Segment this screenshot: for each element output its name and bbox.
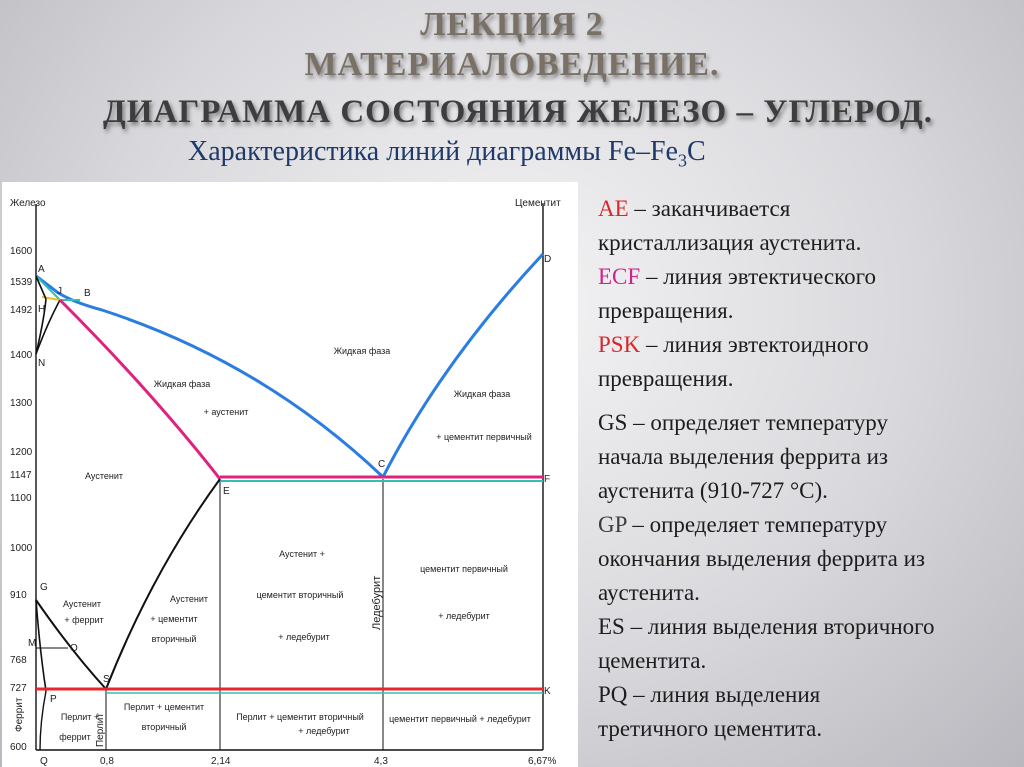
y-tick: 1539 [10,277,33,288]
point-h-label: H [38,304,46,315]
point-p-label: P [50,694,57,705]
y-tick: 600 [10,742,27,753]
point-b-label: B [84,288,91,299]
point-a-label: A [38,264,45,275]
region-perlite-cem2-led-1: Перлит + цементит вторичный [236,712,364,722]
gs-description [598,406,1018,508]
psk-description [598,328,1018,396]
gs-text-3: аустенита (910-727 °С). [598,478,828,503]
ae-key: AE [598,196,629,221]
gp-key: GP [598,512,627,537]
region-perlite-ferrite-1: Перлит + [60,712,100,722]
solidus-je-line [60,300,220,479]
pq-text-2: третичного цементита. [598,716,823,741]
point-e-label: E [223,486,230,497]
x-tick: 6,67% [528,756,557,767]
point-n-label: N [38,358,46,369]
region-perlite-cem2-2: вторичный [141,722,187,732]
x-tick-labels [100,756,556,767]
slide-header [0,0,1024,185]
region-aust-cem2-2: + цементит [150,614,198,624]
point-k-label: K [544,686,551,697]
region-aust-ferrite-1: Аустенит [63,599,101,609]
psk-key: PSK [598,332,641,357]
ae-description [598,192,1018,260]
slide-subtitle [188,136,706,172]
point-j-label: J [57,286,62,297]
gs-text-2: начала выделения феррита из [598,444,888,469]
ae-text-1: – заканчивается [628,196,791,221]
region-perlite-ferrite-2: феррит [59,732,91,742]
ecf-key: ECF [598,264,641,289]
y-tick: 1492 [10,305,33,316]
point-c-label: C [378,459,386,470]
point-g-label: G [40,582,48,593]
region-austenite: Аустенит [85,471,123,481]
gs-text-1: – определяет температуру [627,410,888,435]
gp-description [598,508,1018,610]
region-liquid-cementite-2: + цементит первичный [436,432,532,442]
region-aust-cem2-1: Аустенит [170,594,208,604]
point-q-label: Q [40,756,48,767]
gp-text-3: аустенита. [598,580,700,605]
region-liquid-center: Жидкая фаза [333,346,391,356]
region-cem1-led-1: цементит первичный [420,564,508,574]
pq-description [598,678,1018,746]
gs-key: GS [598,410,628,435]
course-title: МАТЕРИАЛОВЕДЕНИЕ. [304,46,720,83]
ecf-description [598,260,1018,328]
y-tick: 768 [10,655,27,666]
y-tick: 910 [10,590,27,601]
right-axis-title: Цементит [515,198,561,209]
region-aust-cem2-3: вторичный [151,634,197,644]
es-text-2: цементита. [598,648,707,673]
region-aust-cem-led-2: цементит вторичный [256,590,344,600]
region-perlite-cem2-1: Перлит + цементит [123,702,205,712]
perlite-vertical-label: Перлит [95,713,106,747]
point-s-label: S [103,674,110,685]
x-tick: 0,8 [100,756,114,767]
y-tick: 1200 [10,447,33,458]
diagram-title: ДИАГРАММА СОСТОЯНИЯ ЖЕЛЕЗО – УГЛЕРОД. [103,94,933,130]
es-key: ES [598,614,625,639]
gp-text-2: окончания выделения феррита из [598,546,925,571]
y-tick: 1600 [10,246,33,257]
y-tick: 1300 [10,398,33,409]
psk-text-1: – линия эвтектоидного [640,332,869,357]
y-tick-labels [10,246,33,753]
region-liquid-austenite-2: + аустенит [203,407,249,417]
region-aust-cem-led-1: Аустенит + [279,549,325,559]
y-tick: 1147 [10,470,32,481]
es-text-1: – линия выделения вторичного [624,614,935,639]
subtitle-suffix: C [686,136,706,167]
pq-key: PQ [598,682,628,707]
point-d-label: D [544,254,552,265]
ecf-text-2: превращения. [598,298,734,323]
liquidus-cd-line [383,254,543,477]
region-cem1-led-bottom: цементит первичный + ледебурит [389,714,531,724]
ae-text-2: кристаллизация аустенита. [598,230,862,255]
y-tick: 1100 [10,493,32,504]
pq-text-1: – линия выделения [627,682,821,707]
ledeburite-vertical-label: Ледебурит [371,575,383,630]
gp-text-1: – определяет температуру [626,512,888,537]
ecf-text-1: – линия эвтектического [640,264,876,289]
subtitle-subscript: 3 [677,150,687,171]
y-tick: 1000 [10,543,33,554]
lecture-title: ЛЕКЦИЯ 2 [420,6,604,43]
left-axis-title: Железо [10,198,46,209]
region-aust-cem-led-3: + ледебурит [278,632,330,642]
iron-carbon-diagram [2,182,578,767]
psk-text-2: превращения. [598,366,734,391]
point-f-label: F [544,474,551,485]
point-o-label: O [70,643,78,654]
x-tick: 4,3 [374,756,388,767]
y-tick: 727 [10,683,27,694]
region-cem1-led-2: + ледебурит [438,611,490,621]
ferrite-vertical-label: Феррит [14,697,25,732]
x-tick: 2,14 [211,756,231,767]
liquidus-ac-line [36,276,386,477]
point-m-label: M [28,638,37,649]
region-perlite-cem2-led-2: + ледебурит [298,726,350,736]
pq-line [40,691,46,750]
region-liquid-austenite-1: Жидкая фаза [153,379,211,389]
subtitle-text: Характеристика линий диаграммы Fe–Fe [188,136,678,167]
region-aust-ferrite-2: + феррит [64,615,104,625]
es-description [598,610,1018,678]
region-liquid-cementite-1: Жидкая фаза [453,389,511,399]
es-line [106,479,220,689]
y-tick: 1400 [10,350,33,361]
description-spacer [598,396,1018,406]
line-descriptions [598,192,1018,746]
